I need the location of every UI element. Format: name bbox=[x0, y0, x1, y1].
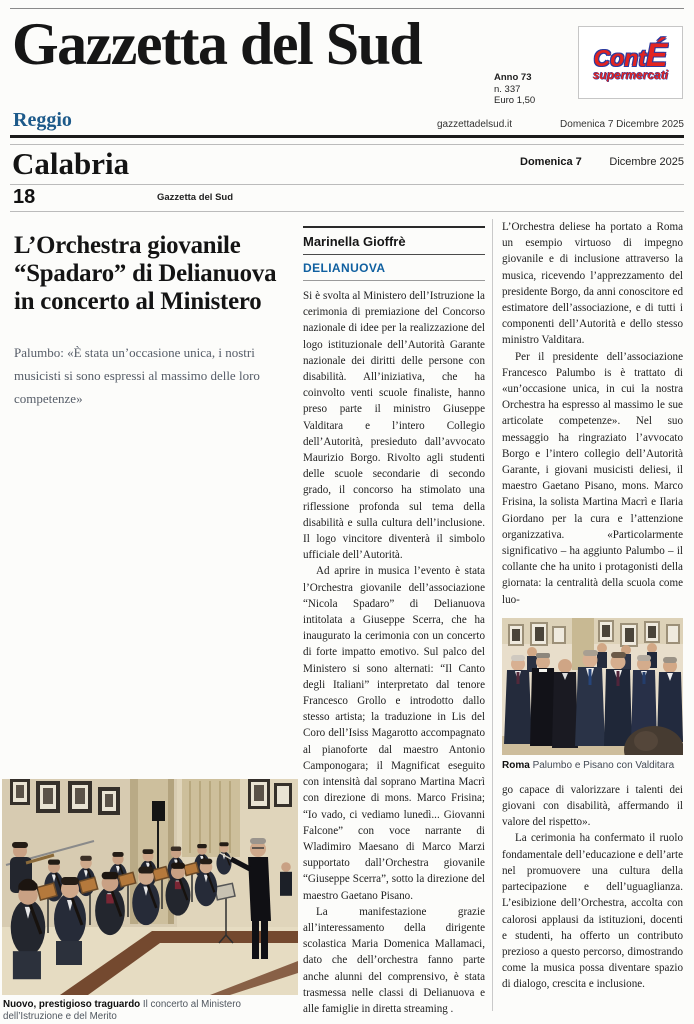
article-column-right bbox=[502, 219, 683, 993]
advert-logo-conte bbox=[578, 26, 683, 99]
conte-logo-wordmark: ContÉ bbox=[593, 36, 668, 73]
concert-caption-text: Il concerto al Ministero dell’Istruzione e del Merito bbox=[3, 999, 241, 1022]
paragraph: Per il presidente dell’associazione Francesco Palumbo is è trattato di «un’occasione unica, in cui la nostra Orchestra ha espresso al massimo le sue articolate competenze». Nel suo messaggio ha ringraziato l’avvocato Borgo e l’intero collegio dell’Autorità Garante, i giovani musicisti deliesi, il maestro Gaetano Pisano, mons. Marco Frisina, la solista Martina Macrì e Ilaria Giordano per la cura e l’attenzione organizzativa. «Particolarmente significativo – ha aggiunto Palumbo – il collante che ha unito i protagonisti della giornata: la centralità della scuola come luo- bbox=[502, 350, 683, 606]
concert-photo bbox=[2, 779, 298, 995]
paper-name: Gazzetta del Sud bbox=[157, 192, 234, 203]
paragraph: La manifestazione grazie all’interessamento della dirigente scolastica Maria Domenica Mallamaci, dato che dell’orchestra fanno parte anche alunni del comprensivo, è stata trasmessa nelle classi di Delianuova e alle famiglie in diretta streaming . bbox=[303, 905, 485, 1015]
dateline: DELIANUOVA bbox=[303, 261, 386, 275]
masthead-thick-rule bbox=[10, 135, 684, 138]
concert-caption-bold: Nuovo, prestigioso traguardo bbox=[3, 999, 141, 1010]
paragraph: L’Orchestra deliese ha portato a Roma un esempio virtuoso di impegno giovanile e di inclusione attraverso la musica, ricevendo l’apprezzamento del presidente Borgo, da anni conoscitore ed estimatore dell’associazione, e di tutti i componenti dell’Autorità e dello stesso ministro Valditara. bbox=[502, 221, 683, 347]
roma-caption-bold: Roma bbox=[502, 759, 530, 771]
roma-caption-text: Palumbo e Pisano con Valditara bbox=[529, 759, 675, 771]
article-subhead: Palumbo: «È stata un’occasione unica, i nostri musicisti si sono espressi al massimo delle loro competenze» bbox=[14, 345, 260, 406]
roma-photo-caption bbox=[502, 759, 683, 772]
section-top-rule bbox=[10, 144, 684, 145]
conte-logo-accent: É bbox=[646, 36, 668, 73]
website-text: gazzettadelsud.it bbox=[437, 119, 513, 130]
concert-photo-caption bbox=[3, 999, 297, 1023]
paragraph: La cerimonia ha confermato il ruolo fondamentale dell’educazione e dell’arte nel promuovere una cultura della partecipazione e dell’uguaglianza. L’esibizione dell’Orchestra, accolta con calorosi applausi da istituzioni, docenti e studenti, ha offerto un contributo prezioso a questo percorso, dimostrando come la musica possa diventare spazio di dialogo, crescita e inclusione. bbox=[502, 832, 683, 991]
article-headline: L’Orchestra giovanile “Spadaro” di Delianuova in concerto al Ministero bbox=[14, 232, 277, 316]
top-rule bbox=[10, 8, 684, 9]
roma-group-photo bbox=[502, 618, 683, 755]
issue-info bbox=[494, 72, 584, 107]
column-divider bbox=[492, 219, 493, 1011]
issue-number: n. 337 bbox=[494, 83, 521, 95]
section-month-year: Dicembre 2025 bbox=[609, 156, 684, 168]
paragraph: Si è svolta al Ministero dell’Istruzione la cerimonia di premiazione del Concorso nazionale di idee per la realizzazione del logo istituzionale dell’Autorità Garante nazionale dei diritti delle persone con disabilità. All’iniziativa, che ha coinvolto venti scuole finaliste, hanno preso parte il ministro Giuseppe Valditara e l’intero Collegio dell’Autorità, presieduto dall’avvocato Maurizio Borgo. Rivolto agli studenti delle scuole secondarie di secondo grado, il concorso ha stimolato una riflessione profonda sul tema della disabilità e sulla cultura dell’inclusione. Il logo vincitore diventerà il simbolo ufficiale dell’Autorità. bbox=[303, 290, 485, 562]
conte-logo-subtitle: supermercati bbox=[592, 67, 669, 82]
issue-price: Euro 1,50 bbox=[494, 95, 536, 106]
masthead-title: Gazzetta del Sud bbox=[12, 11, 422, 77]
byline: Marinella Gioffrè bbox=[303, 234, 406, 249]
section-title: Calabria bbox=[12, 146, 130, 181]
page-number: 18 bbox=[13, 186, 36, 208]
issue-year: Anno 73 bbox=[494, 72, 532, 83]
paragraph: Ad aprire in musica l’evento è stata l’Orchestra giovanile dell’associazione “Nicola Spadaro” di Delianuova intitolata a Giuseppe Scerra, che ha inaugurato la cerimonia con un concerto di forte impatto emotivo. Sul palco del Ministero si sono alternati: “Il Canto degli Italiani” interpretato dal tenore Francesco Grollo e introdotto dallo stesso artista; la traduzione in Lis del Coro dell’Isiss Magarotto accompagnato al pianoforte dal maestro Antonio Camponogara; il Magnificat eseguito con intensità dal soprano Martina Macrì con direzione di mons. Marco Frisina; “Io vado, ci vediamo lunedì... Giovanni Falcone” con voce narrante di Wladimiro Maesano di Marco Marzi supportato dall’Orchestra giovanile “Giuseppe Scerra”, sotto la direzione del maestro Gaetano Pisano. bbox=[303, 565, 485, 902]
folio-bottom-rule bbox=[10, 211, 684, 212]
dateline-bottom-rule bbox=[303, 280, 485, 281]
article-column-middle bbox=[303, 226, 485, 1017]
section-day: Domenica 7 bbox=[520, 156, 582, 168]
folio-top-rule bbox=[10, 184, 684, 185]
paragraph: go capace di valorizzare i talenti dei giovani con disabilità, affermando il valore del rispetto». bbox=[502, 783, 683, 829]
edition-label: Reggio bbox=[13, 109, 72, 131]
masthead-date: Domenica 7 Dicembre 2025 bbox=[560, 119, 684, 130]
